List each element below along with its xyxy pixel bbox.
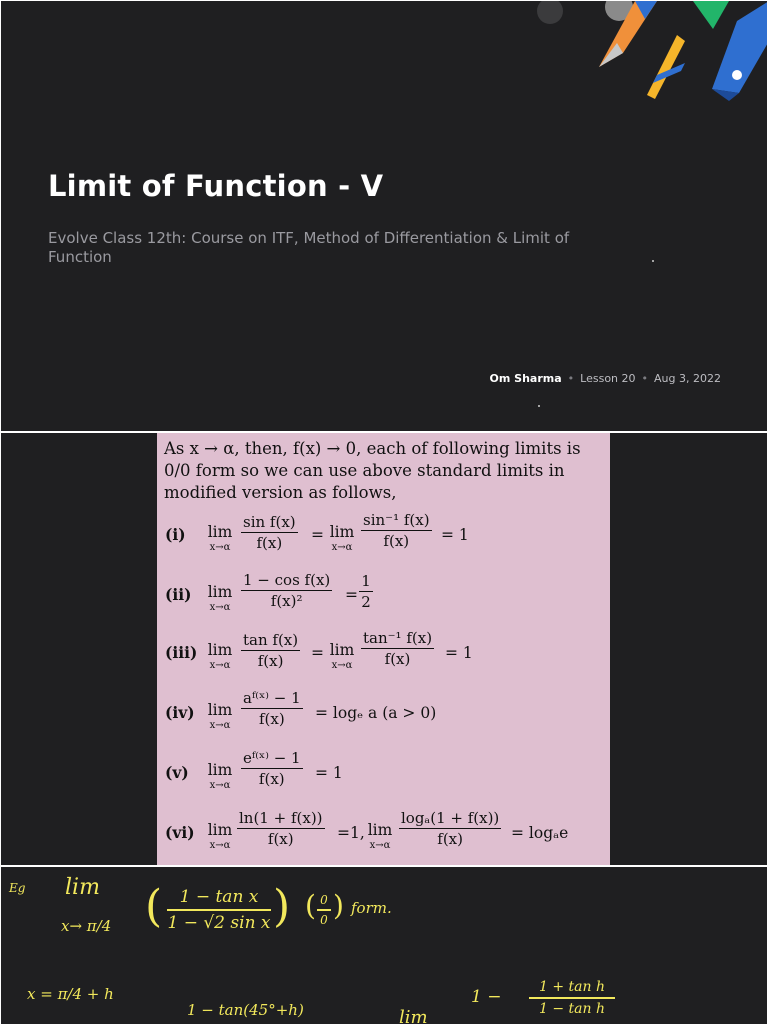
hw-lim: lim xyxy=(65,875,100,900)
lim-sub: x→α xyxy=(331,660,353,671)
lim-sub: x→α xyxy=(209,660,231,671)
hw-lim-2: lim xyxy=(399,1007,428,1024)
row-number: (v) xyxy=(165,763,189,782)
lesson-title-slide xyxy=(1,1,767,431)
fraction xyxy=(241,571,332,610)
numerator: ln(1 + f(x)) xyxy=(239,809,323,827)
lim-sub: x→α xyxy=(209,542,231,553)
fraction xyxy=(361,629,434,668)
limit-symbol xyxy=(201,583,239,613)
numerator: 1 − cos f(x) xyxy=(243,571,331,589)
denominator: f(x) xyxy=(383,532,410,550)
denominator: 2 xyxy=(361,593,371,611)
lim-sub: x→α xyxy=(209,840,231,851)
hw-form-word: form. xyxy=(351,899,392,917)
row-number: (vi) xyxy=(165,823,195,842)
lesson-title: Limit of Function - V xyxy=(48,169,384,203)
lim-word: lim xyxy=(207,523,233,541)
hw-lim-sub: x→ π/4 xyxy=(61,917,112,935)
row-number: (iii) xyxy=(165,643,198,662)
lim-sub: x→α xyxy=(209,780,231,791)
formula-row-ii xyxy=(165,571,605,627)
hw-one-minus: 1 − xyxy=(471,987,502,1007)
equals: = xyxy=(311,526,324,544)
limit-symbol xyxy=(201,641,239,671)
limit-symbol xyxy=(201,523,239,553)
formula-card xyxy=(157,433,610,865)
hw-substitution: x = π/4 + h xyxy=(27,985,114,1003)
formula-row-iv xyxy=(165,689,605,745)
numerator: sin⁻¹ f(x) xyxy=(363,511,430,529)
numerator: tan⁻¹ f(x) xyxy=(363,629,433,647)
lim-word: lim xyxy=(329,523,355,541)
denominator: f(x) xyxy=(384,650,411,668)
result: = logₐe xyxy=(511,824,569,842)
meta-separator: • xyxy=(641,372,649,385)
numerator: eᶠ⁽ˣ⁾ − 1 xyxy=(243,749,301,767)
lim-word: lim xyxy=(207,583,233,601)
formula-row-iii xyxy=(165,629,605,685)
formula-row-vi xyxy=(165,807,605,863)
numerator: 1 + tan h xyxy=(539,979,605,995)
lim-word: lim xyxy=(367,821,393,839)
limit-symbol xyxy=(201,761,239,791)
lim-word: lim xyxy=(207,641,233,659)
result: = 1 xyxy=(315,764,343,782)
hw-right-fraction xyxy=(529,979,615,1017)
denominator: f(x)² xyxy=(270,592,303,610)
formula-row-v xyxy=(165,749,605,805)
lesson-date: Aug 3, 2022 xyxy=(654,372,721,385)
denominator: f(x) xyxy=(258,710,285,728)
row-number: (i) xyxy=(165,525,186,544)
numerator: 1 − tan x xyxy=(179,887,259,907)
row-number: (ii) xyxy=(165,585,192,604)
hw-zero-over-zero xyxy=(317,893,331,927)
numerator: logₐ(1 + f(x)) xyxy=(401,809,500,827)
denominator: 0 xyxy=(320,912,328,927)
equals: =1, xyxy=(337,824,365,842)
limit-symbol xyxy=(323,523,361,553)
hw-main-fraction xyxy=(167,887,271,933)
denominator: f(x) xyxy=(258,770,285,788)
limit-symbol xyxy=(323,641,361,671)
hw-form-paren-close: ) xyxy=(333,889,344,922)
lim-word: lim xyxy=(207,701,233,719)
card-intro: As x → α, then, f(x) → 0, each of following limits is 0/0 form so we can use above standard limits in modified version as follows, xyxy=(164,439,581,502)
speck xyxy=(538,405,540,407)
row-number: (iv) xyxy=(165,703,195,722)
lesson-meta xyxy=(490,372,721,385)
lim-word: lim xyxy=(207,761,233,779)
denominator: 1 − tan h xyxy=(539,1000,605,1017)
numerator: aᶠ⁽ˣ⁾ − 1 xyxy=(243,689,301,707)
denominator: f(x) xyxy=(437,830,463,848)
numerator: sin f(x) xyxy=(243,513,296,531)
fraction xyxy=(241,689,303,728)
lesson-number: Lesson 20 xyxy=(580,372,636,385)
equals: = xyxy=(345,586,358,604)
lim-word: lim xyxy=(207,821,233,839)
lim-sub: x→α xyxy=(209,602,231,613)
formula-row-i xyxy=(165,511,605,567)
result: = 1 xyxy=(441,526,469,544)
fraction xyxy=(399,809,501,848)
lim-word: lim xyxy=(329,641,355,659)
denominator: f(x) xyxy=(256,534,283,552)
lim-sub: x→α xyxy=(331,542,353,553)
hw-form-paren-open: ( xyxy=(305,889,316,922)
denominator: 1 − √2 sin x xyxy=(167,912,271,933)
fraction-half xyxy=(359,572,373,611)
lim-sub: x→α xyxy=(369,840,391,851)
result: = 1 xyxy=(445,644,473,662)
denominator: f(x) xyxy=(267,830,294,848)
equals: = xyxy=(311,644,324,662)
fraction xyxy=(361,511,432,550)
fraction xyxy=(241,749,303,788)
limit-symbol xyxy=(201,821,239,851)
result: = logₑ a (a > 0) xyxy=(315,704,437,722)
fraction xyxy=(237,809,325,848)
numerator: 1 xyxy=(361,572,371,590)
speck xyxy=(652,260,654,262)
meta-separator: • xyxy=(567,372,575,385)
course-subtitle: Evolve Class 12th: Course on ITF, Method of Differentiation & Limit of Function xyxy=(48,229,570,266)
lim-sub: x→α xyxy=(209,720,231,731)
limit-symbol xyxy=(201,701,239,731)
fraction xyxy=(241,513,298,552)
limit-symbol xyxy=(361,821,399,851)
hw-paren-open: ( xyxy=(145,881,163,932)
numerator: 0 xyxy=(320,893,328,907)
pencil-decoration-icon xyxy=(507,1,767,101)
hw-paren-close: ) xyxy=(273,881,291,932)
numerator: tan f(x) xyxy=(243,631,299,649)
denominator: f(x) xyxy=(257,652,284,670)
fraction xyxy=(241,631,300,670)
author-name: Om Sharma xyxy=(489,372,562,385)
handwritten-notes xyxy=(1,867,767,1024)
hw-mid-expression: 1 − tan(45°+h) xyxy=(187,1001,304,1019)
eg-label: Eg xyxy=(9,881,26,895)
